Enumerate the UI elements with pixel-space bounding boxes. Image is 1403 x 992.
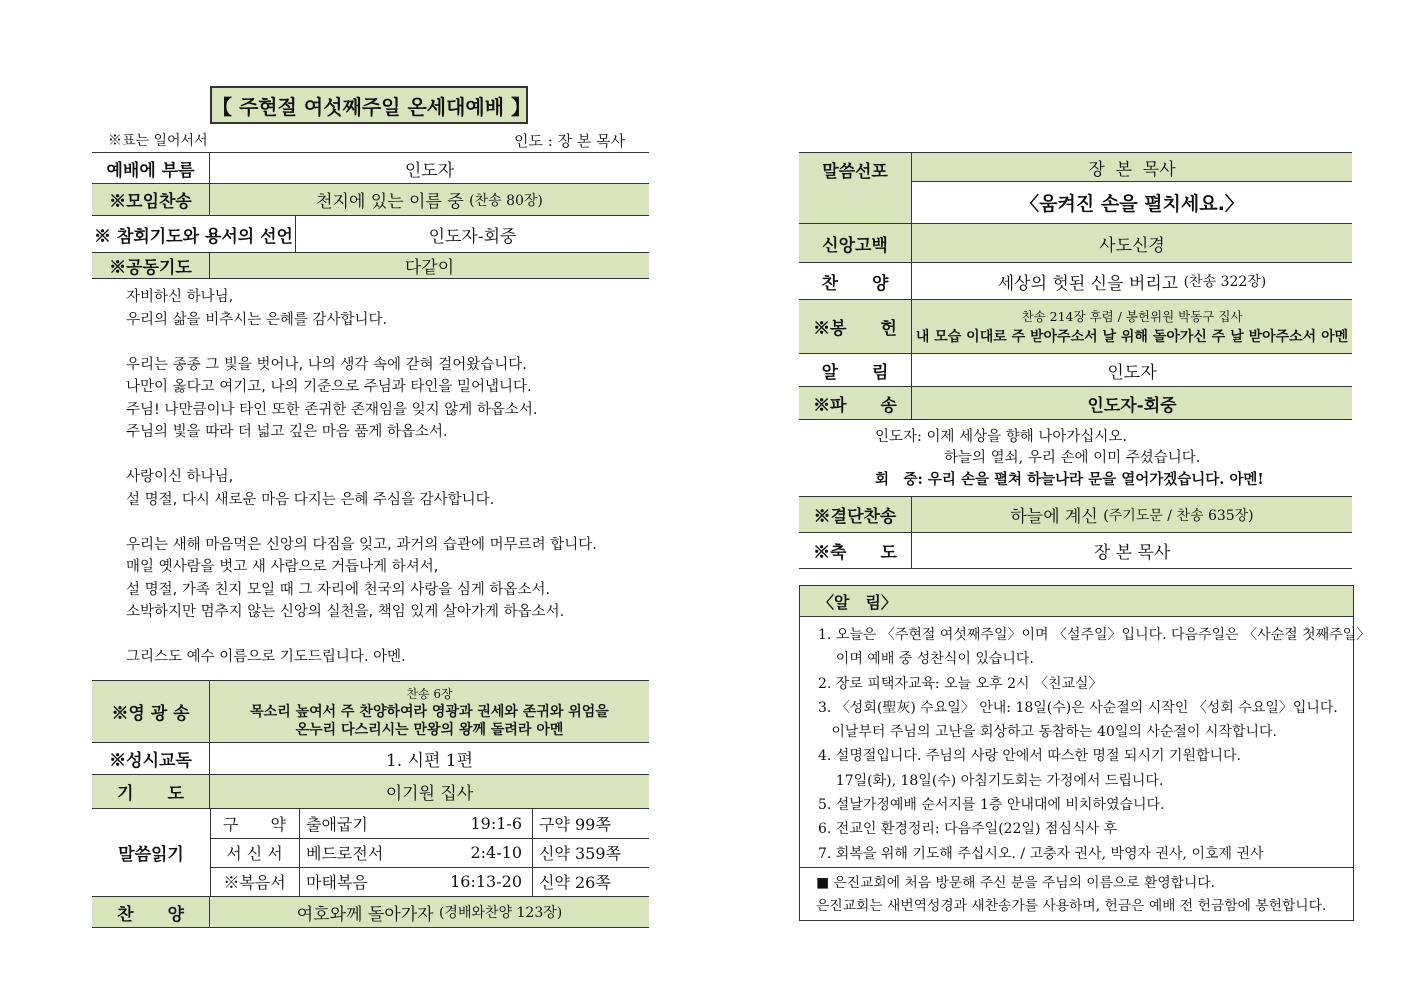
row-value: 인도자 xyxy=(404,160,455,181)
creed-row xyxy=(799,224,1352,263)
reading-row xyxy=(210,809,649,839)
notice-item: 4. 설명절입니다. 주님의 사랑 안에서 따스한 명절 되시기 기원합니다. xyxy=(818,748,1242,765)
offering-response: 내 모습 이대로 주 받아주소서 날 위해 돌아가신 주 날 받아주소서 아멘 xyxy=(915,328,1349,345)
prayer-row xyxy=(92,775,649,809)
row-label: 찬 양 xyxy=(799,263,912,299)
reading-page: 구약 99쪽 xyxy=(539,815,611,834)
sending-congregation: 회 중: 우리 손을 펼쳐 하늘나라 문을 열어가겠습니다. 아멘! xyxy=(875,471,1264,488)
row-value xyxy=(912,497,1352,532)
prayer-line: 매일 옛사람을 벗고 새 사람으로 거듭나게 하셔서, xyxy=(126,559,439,575)
notice-item: 이며 예배 중 성찬식이 있습니다. xyxy=(818,651,1034,668)
sending-leader-2: 하늘의 열쇠, 우리 손에 이미 주셨습니다. xyxy=(944,450,1201,466)
row-label: ※축 도 xyxy=(799,533,912,568)
row-value: 인도자-회중 xyxy=(428,226,517,247)
praise-title: 세상의 헛된 신을 버리고 xyxy=(997,273,1179,294)
notice-item: 이날부터 주님의 고난을 회상하고 동참하는 40일의 사순절이 시작합니다. xyxy=(818,724,1277,741)
prayer-line: 나만이 옳다고 여기고, 나의 기준으로 주님과 타인을 밀어냅니다. xyxy=(126,379,532,395)
gloria-line-2: 온누리 다스리시는 만왕의 왕께 돌려라 아멘 xyxy=(295,721,564,738)
offering-top: 찬송 214장 후렴 / 봉헌위원 박동구 집사 xyxy=(1021,308,1243,324)
preacher: 장 본 목사 xyxy=(912,153,1352,182)
row-value: 이기원 집사 xyxy=(385,784,474,804)
closing-hymn-row xyxy=(799,497,1352,533)
row-value: 다같이 xyxy=(404,258,455,278)
readings-label: 말씀읽기 xyxy=(92,809,211,896)
row-label: ※ 참회기도와 용서의 선언 xyxy=(92,216,296,252)
reading-verse: 16:13-20 xyxy=(420,867,533,896)
prayer-line: 주님의 빛을 따라 더 넓고 깊은 마음 품게 하옵소서. xyxy=(126,424,448,440)
anthem-row xyxy=(92,897,649,928)
reading-verse: 19:1-6 xyxy=(420,809,533,838)
row-value xyxy=(912,263,1352,299)
prayer-line: 우리는 새해 마음먹은 신앙의 다짐을 잊고, 과거의 습관에 머무르려 합니다. xyxy=(126,536,597,553)
offering-cell xyxy=(912,300,1352,353)
scripture-readings xyxy=(92,809,649,897)
row-label: ※영 광 송 xyxy=(92,681,210,742)
notice-item: 17일(화), 18일(수) 아침기도회는 가정에서 드립니다. xyxy=(818,772,1164,789)
row-value: 인도자-회중 xyxy=(1087,395,1177,416)
common-prayer-row xyxy=(92,253,649,279)
praise-row xyxy=(799,263,1352,300)
confession-row xyxy=(92,216,649,253)
row-value: 인도자 xyxy=(1107,362,1157,383)
row-value: 장 본 목사 xyxy=(1093,543,1171,563)
prayer-line: 주님! 나만큼이나 타인 또한 존귀한 존재임을 잊지 않게 하옵소서. xyxy=(126,401,538,418)
prayer-line xyxy=(126,331,646,354)
anthem-title: 여호와께 돌아가자 xyxy=(296,904,434,925)
notice-item: 2. 장로 피택자교육: 오늘 오후 2시 〈친교실〉 xyxy=(818,675,1103,692)
reading-kind: ※복음서 xyxy=(210,867,300,896)
row-value xyxy=(210,897,649,927)
offering-row xyxy=(799,300,1352,354)
reading-book: 베드로전서 xyxy=(306,844,384,863)
row-label: 찬 양 xyxy=(92,897,210,927)
service-title: 【 주현절 여섯째주일 온세대예배 】 xyxy=(210,86,528,124)
prayer-line: 사랑이신 하나님, xyxy=(126,469,234,485)
call-to-worship-row xyxy=(92,153,649,184)
prayer-line: 설 명절, 다시 새로운 마음 다지는 은혜 주심을 감사합니다. xyxy=(126,491,495,508)
reading-book: 마태복음 xyxy=(306,873,368,892)
reading-row xyxy=(210,838,649,868)
reading-verse: 2:4-10 xyxy=(420,838,533,867)
row-label: ※봉 헌 xyxy=(799,300,912,353)
row-label: ※모임찬송 xyxy=(92,184,210,215)
sending-leader: 인도자: 이제 세상을 향해 나아가십시오. xyxy=(875,429,1128,445)
gloria-row xyxy=(92,681,649,743)
row-label: ※공동기도 xyxy=(92,253,210,278)
prayer-line xyxy=(126,444,646,467)
sermon-row xyxy=(799,153,1352,224)
prayer-line: 설 명절, 가족 친지 모일 때 그 자리에 천국의 사랑을 심게 하옵소서. xyxy=(126,581,551,598)
prayer-line: 우리는 종종 그 빛을 벗어나, 나의 생각 속에 갇혀 걸어왔습니다. xyxy=(126,356,527,373)
notices-list xyxy=(800,617,1371,866)
row-label: ※파 송 xyxy=(799,387,912,419)
prayer-line: 자비하신 하나님, xyxy=(126,289,234,305)
praise-number: (찬송 322장) xyxy=(1183,274,1267,290)
prayer-text xyxy=(126,286,646,669)
notice-item: 7. 회복을 위해 기도해 주십시오. / 고충자 권사, 박영자 권사, 이호제 권사 xyxy=(818,845,1264,862)
anthem-source: (경배와찬양 123장) xyxy=(438,905,563,921)
reading-page: 신약 26쪽 xyxy=(539,873,611,892)
sending-row xyxy=(799,387,1352,420)
row-label: ※성시교독 xyxy=(92,743,210,774)
hymn-title: 천지에 있는 이름 중 xyxy=(316,192,464,212)
closing-hymn-source: (주기도문 / 찬송 635장) xyxy=(1103,507,1254,524)
reading-kind: 서 신 서 xyxy=(210,838,300,867)
announcements-row xyxy=(799,354,1352,387)
gloria-text xyxy=(210,681,649,742)
row-label: 알 림 xyxy=(799,354,912,386)
notices-heading: 〈알 림〉 xyxy=(800,586,1353,617)
notice-item: 5. 설날가정예배 순서지를 1층 안내대에 비치하였습니다. xyxy=(818,797,1165,814)
closing-hymn-title: 하늘에 계신 xyxy=(1010,507,1098,527)
notice-item: 3. 〈성회(聖灰) 수요일〉 안내: 18일(수)은 사순절의 시작인 〈성회 수요일〉입니다. xyxy=(818,699,1338,716)
row-label: 예배에 부름 xyxy=(92,153,210,183)
benediction-row xyxy=(799,533,1352,569)
prayer-line: 우리의 삶을 비추시는 은혜를 감사합니다. xyxy=(126,311,388,328)
sermon-cell xyxy=(912,153,1352,223)
row-value: 사도신경 xyxy=(1099,235,1165,256)
row-label: ※결단찬송 xyxy=(799,497,912,532)
prayer-line xyxy=(126,511,646,534)
row-label: 말씀선포 xyxy=(799,153,912,223)
row-value: 1. 시편 1편 xyxy=(385,751,474,771)
reading-row xyxy=(210,867,649,896)
reading-page: 신약 359쪽 xyxy=(539,844,621,863)
hymn-number: (찬송 80장) xyxy=(469,192,543,209)
responsive-reading-row xyxy=(92,743,649,775)
reading-book: 출애굽기 xyxy=(306,815,368,834)
bible-line: 은진교회는 새번역성경과 새찬송가를 사용하며, 헌금은 예배 전 헌금함에 봉헌합니다. xyxy=(816,898,1327,914)
row-label: 기 도 xyxy=(92,775,210,808)
notices-box xyxy=(799,585,1371,921)
gloria-line-1: 목소리 높여서 주 찬양하여라 영광과 권세와 존귀와 위엄을 xyxy=(250,703,609,720)
notices-footer xyxy=(800,867,1353,918)
opening-hymn-row xyxy=(92,184,649,216)
notice-item: 6. 전교인 환경정리: 다음주일(22일) 점심식사 후 xyxy=(818,821,1117,838)
prayer-line: 그리스도 예수 이름으로 기도드립니다. 아멘. xyxy=(126,649,406,665)
reading-kind: 구 약 xyxy=(210,809,300,838)
prayer-line: 소박하지만 멈추지 않는 신앙의 실천을, 책임 있게 살아가게 하옵소서. xyxy=(126,604,565,620)
standing-note: ※표는 일어서서 xyxy=(108,133,208,149)
row-value xyxy=(210,184,649,215)
notice-item: 1. 오늘은 〈주현절 여섯째주일〉이며 〈설주일〉입니다. 다음주일은 〈사순절 첫째주일〉 xyxy=(818,627,1371,643)
row-label: 신앙고백 xyxy=(799,224,912,262)
prayer-line xyxy=(126,624,646,647)
sermon-title: 〈움켜진 손을 펼치세요.〉 xyxy=(1020,193,1244,215)
gloria-hymn: 찬송 6장 xyxy=(406,686,453,701)
leader-note: 인도 : 장 본 목사 xyxy=(514,132,626,150)
welcome-line: ■ 은진교회에 처음 방문해 주신 분을 주님의 이름으로 환영합니다. xyxy=(816,875,1216,891)
